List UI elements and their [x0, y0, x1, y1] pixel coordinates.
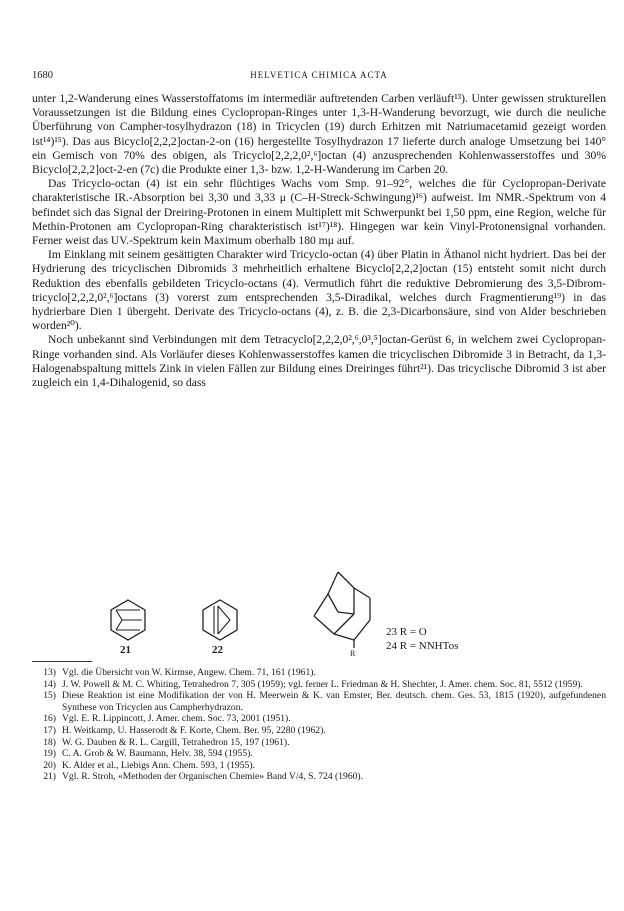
footnote-number: 21) — [43, 771, 56, 783]
footnote-rule — [32, 661, 92, 662]
footnotes — [32, 667, 606, 783]
paragraph: unter 1,2-Wanderung eines Wasserstoffatoms im intermediär auftretenden Carben verläuft¹³). Unter gewissen strukturellen Voraussetzungen ist die Bildung eines Cyclopropan-Ringes unter 1,3-H-Wanderung bevorzugt, wie durch die neuliche Überführung von Campher-tosylhydrazon (18) in Tricyclen (19) durch Erhitzen mit Natriumacetamid gezeigt worden ist¹⁴)¹⁵). Das aus Bicyclo[2,2,2]octan-2-on (16) hergestellte Tosylhydrazon 17 lieferte durch analoge Umsetzung bei 140° ein Gemisch von 70% des obigen, als Tricyclo[2,2,2,0²,⁶]octan (4) anzusprechenden Kohlenwasserstoffes und 30% Bicyclo[2,2,2]oct-2-en (7c) die Produkte einer 1,3- bzw. 1,2-H-Wanderung im Carben 20. — [32, 92, 606, 177]
structure-figure — [90, 568, 540, 660]
footnote-number: 13) — [43, 667, 56, 678]
footnote-text: Vgl. die Übersicht von W. Kirmse, Angew. Chem. 71, 161 (1961). — [62, 667, 316, 678]
footnote — [32, 748, 606, 760]
footnote — [32, 725, 606, 737]
legend-24: 24 R = NNHTos — [386, 640, 459, 652]
structure-22 — [200, 598, 240, 642]
footnote-text: W. G. Dauben & R. L. Cargill, Tetrahedron 15, 197 (1961). — [62, 736, 290, 748]
footnote-text: H. Weitkamp, U. Hasserodt & F. Korte, Chem. Ber. 95, 2280 (1962). — [62, 724, 326, 736]
article-body — [32, 92, 606, 390]
journal-title: HELVETICA CHIMICA ACTA — [250, 70, 388, 80]
footnote — [32, 771, 606, 783]
footnote-text: K. Alder et al., Liebigs Ann. Chem. 593, 1 (1955). — [62, 759, 255, 771]
footnote-number: 14) — [43, 678, 56, 690]
footnote — [32, 667, 606, 679]
footnote-text: Vgl. R. Stroh, «Methoden der Organischen Chemie» Band V/4, S. 724 (1960). — [62, 771, 364, 783]
footnote-text: Vgl. E. R. Lippincott, J. Amer. chem. Soc. 73, 2001 (1951). — [62, 713, 291, 725]
footnote-number: 16) — [43, 713, 56, 725]
substituent-r: R — [350, 649, 356, 656]
footnote — [32, 679, 606, 691]
footnote — [32, 760, 606, 772]
footnote-number: 19) — [43, 748, 56, 760]
footnote-text: Diese Reaktion ist eine Modifikation der von H. Meerwein & K. van Emster, Ber. deutsch. chem. Ges. 53, 1815 (1920), aufgefundenen Synthese von Tricyclen aus Campherhydrazon. — [62, 690, 606, 713]
page-header — [32, 70, 606, 84]
footnote-number: 18) — [43, 736, 56, 748]
footnote — [32, 737, 606, 749]
footnote-number: 20) — [43, 759, 56, 771]
label-22: 22 — [212, 644, 223, 656]
footnote-number: 17) — [43, 724, 56, 736]
page-number: 1680 — [32, 70, 53, 81]
legend-23: 23 R = O — [386, 626, 427, 638]
structure-21 — [108, 598, 148, 642]
structure-legend — [386, 625, 458, 653]
footnote-text: J. W. Powell & M. C. Whiting, Tetrahedron 7, 305 (1959); vgl. ferner L. Friedman & H. Shechter, J. Amer. chem. Soc. 81, 5512 (1959). — [62, 678, 583, 690]
label-21: 21 — [120, 644, 131, 656]
structure-23-24 — [310, 568, 385, 656]
footnote — [32, 713, 606, 725]
footnote-text: C. A. Grob & W. Baumann, Helv. 38, 594 (1955). — [62, 748, 253, 760]
paragraph: Noch unbekannt sind Verbindungen mit dem Tetracyclo[2,2,2,0²,⁶,0³,⁵]octan-Gerüst 6, in welchem zwei Cyclopropan-Ringe vorhanden sind. Als Vorläufer dieses Kohlenwasserstoffes kamen die tricyclischen Dibromide 3 in Betracht, da 1,3-Halogenabspaltung mittels Zink in vielen Fällen zur Bildung eines Dreiringes führt²¹). Das tricyclische Dibromid 3 ist aber zugleich ein 1,4-Dihalogenid, so dass — [32, 333, 606, 390]
footnote — [32, 690, 606, 713]
paragraph: Das Tricyclo-octan (4) ist ein sehr flüchtiges Wachs vom Smp. 91–92°, welches die für Cyclopropan-Derivate charakteristische IR.-Absorption bei 3,30 und 3,33 μ (C–H-Streck-Schwingung)¹⁶) aufweist. Im NMR.-Spektrum von 4 befindet sich das Signal der Dreiring-Protonen in einem Multiplett mit Schwerpunkt bei 1,50 ppm, eine Region, welche für Methin-Protonen am Cyclopropan-Ring charakteristisch ist¹⁷)¹⁸). Hingegen war kein Vinyl-Protonensignal vorhanden. Ferner weist das UV.-Spektrum kein Maximum oberhalb 180 mμ auf. — [32, 177, 606, 248]
paragraph: Im Einklang mit seinem gesättigten Charakter wird Tricyclo-octan (4) über Platin in Äthanol nicht hydriert. Das bei der Hydrierung des tricyclischen Dibromids 3 mehrheitlich erhaltene Bicyclo[2,2,2]octan (15) entsteht somit nicht durch Reduktion des ebenfalls gebildeten Tricyclo-octans (4). Vermutlich führt die reduktive Debromierung des 3,5-Dibrom-tricyclo[2,2,2,0²,⁶]octans (3) vorerst zum entsprechenden 3,5-Diradikal, welches durch Fragmentierung¹⁹) in das hydrierbare Dien 1 übergeht. Derivate des Tricyclo-octans (4), z. B. die 2,3-Dicarbonsäure, sind von Alder beschrieben worden²⁰). — [32, 248, 606, 333]
footnote-number: 15) — [43, 690, 56, 702]
